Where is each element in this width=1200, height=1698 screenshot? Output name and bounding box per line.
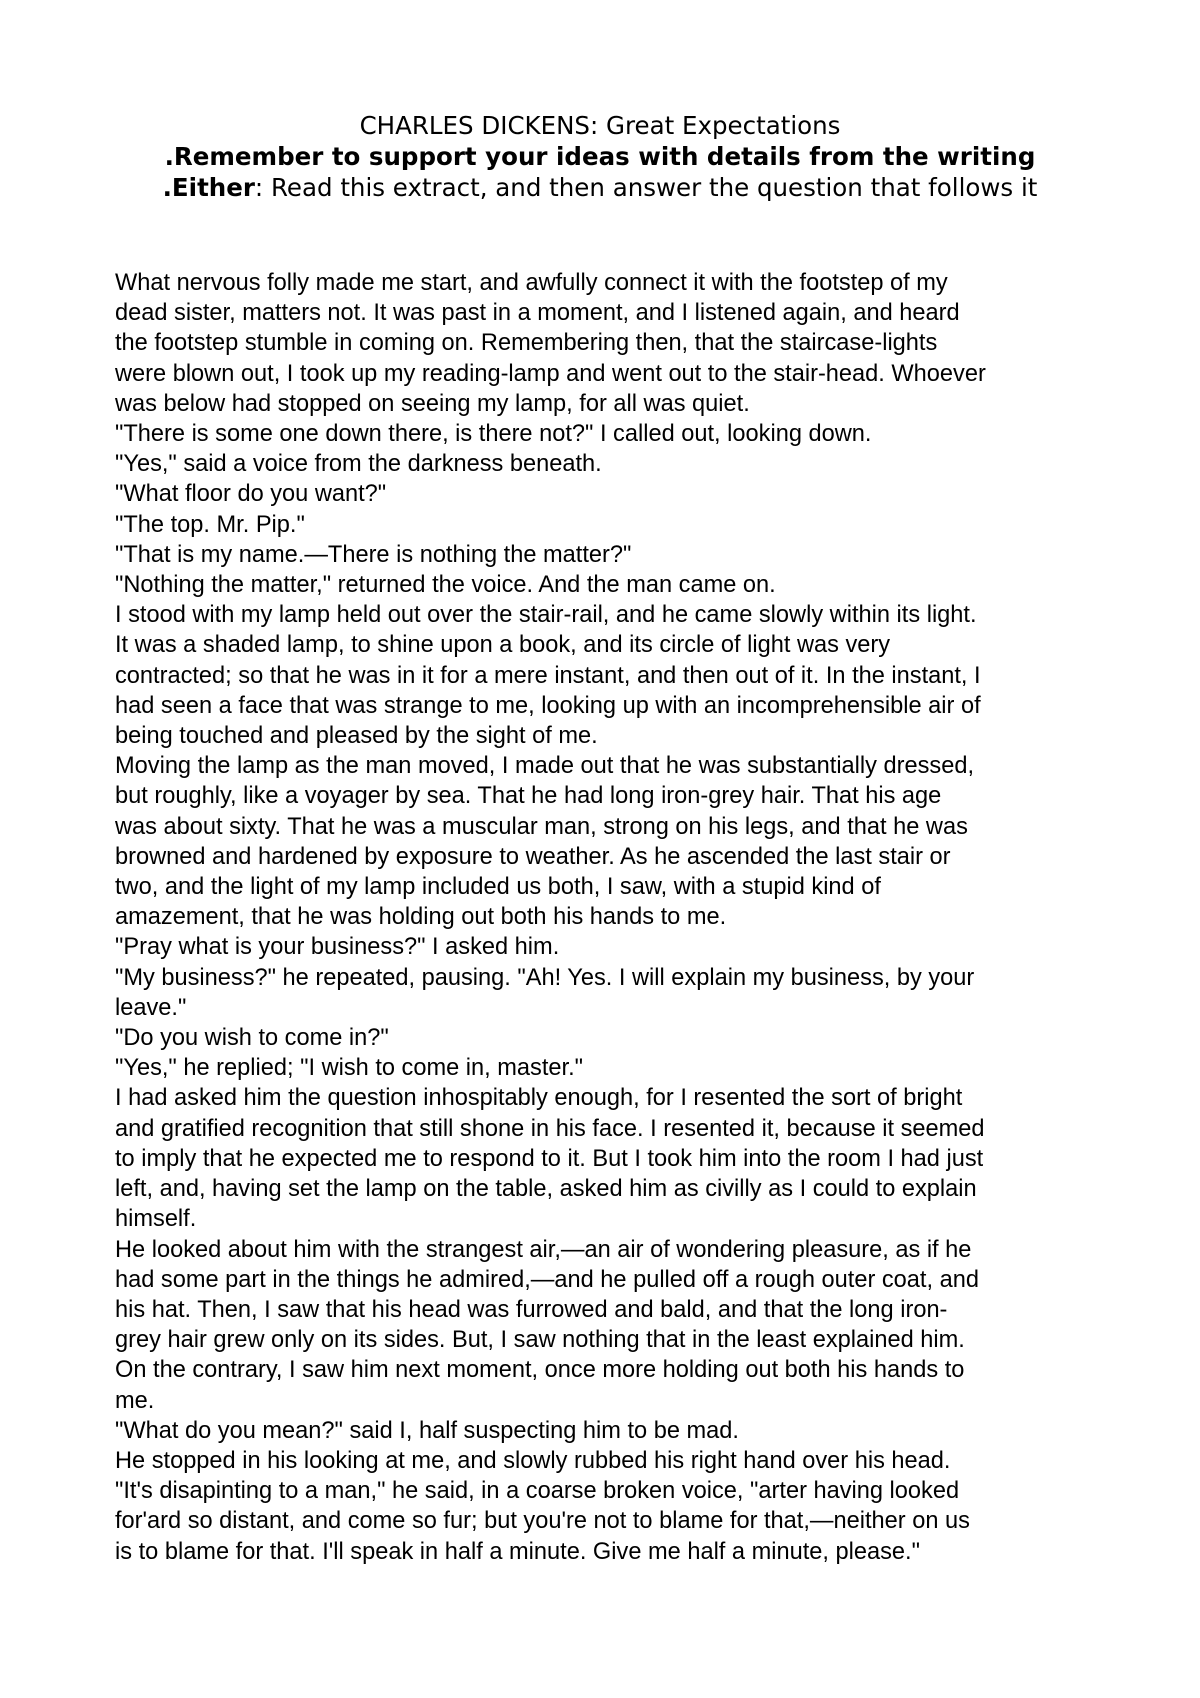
extract-line: were blown out, I took up my reading-lamp and went out to the stair-head. Whoever [115,360,986,387]
extract-line: He stopped in his looking at me, and slowly rubbed his right hand over his head. [115,1447,951,1474]
extract-line: was below had stopped on seeing my lamp, for all was quiet. [115,390,750,417]
extract-line: What nervous folly made me start, and awfully connect it with the footstep of my [115,270,948,296]
extract-line: "It's disapinting to a man," he said, in a coarse broken voice, "arter having looked [115,1478,960,1505]
extract-line: It was a shaded lamp, to shine upon a book, and its circle of light was very [115,632,891,659]
extract-line: browned and hardened by exposure to weather. As he ascended the last stair or [115,843,951,870]
extract-line: amazement, that he was holding out both his hands to me. [115,904,727,931]
extract-line: himself. [115,1206,197,1233]
either-text: : Read this extract, and then answer the question that follows it [254,173,1038,202]
extract-line: left, and, having set the lamp on the table, asked him as civilly as I could to explain [115,1176,977,1203]
extract-text [115,268,1100,1567]
extract-line: "There is some one down there, is there not?" I called out, looking down. [115,421,872,448]
extract-line: I had asked him the question inhospitably enough, for I resented the sort of bright [115,1085,963,1112]
either-label: .Either [162,173,255,202]
extract-line: but roughly, like a voyager by sea. That he had long iron-grey hair. That his age [115,783,942,810]
extract-line: "Nothing the matter," returned the voice. And the man came on. [115,572,776,599]
extract-line: "Yes," said a voice from the darkness beneath. [115,451,602,478]
extract-line: being touched and pleased by the sight of me. [115,723,598,750]
extract-line: "What floor do you want?" [115,481,387,508]
extract-line: is to blame for that. I'll speak in half a minute. Give me half a minute, please." [115,1538,920,1565]
extract-line: was about sixty. That he was a muscular man, strong on his legs, and that he was [115,813,968,840]
extract-line: the footstep stumble in coming on. Remembering then, that the staircase-lights [115,330,938,357]
extract-line: "The top. Mr. Pip." [115,511,305,538]
extract-line: "What do you mean?" said I, half suspecting him to be mad. [115,1417,739,1444]
extract-line: and gratified recognition that still shone in his face. I resented it, because it seemed [115,1115,985,1142]
extract-line: grey hair grew only on its sides. But, I saw nothing that in the least explained him. [115,1327,965,1354]
instruction-line: .Remember to support your ideas with details from the writing [164,142,1036,171]
extract-line: contracted; so that he was in it for a mere instant, and then out of it. In the instant, I [115,662,981,689]
extract-line: I stood with my lamp held out over the stair-rail, and he came slowly within its light. [115,602,977,629]
extract-line: his hat. Then, I saw that his head was furrowed and bald, and that the long iron- [115,1296,948,1323]
extract-line: had some part in the things he admired,—and he pulled off a rough outer coat, and [115,1266,979,1293]
extract-line: dead sister, matters not. It was past in a moment, and I listened again, and heard [115,300,960,327]
document-title: CHARLES DICKENS: Great Expectations [359,111,841,140]
extract-line: me. [115,1387,155,1414]
extract-line: for'ard so distant, and come so fur; but you're not to blame for that,—neither on us [115,1508,970,1535]
extract-line: "Do you wish to come in?" [115,1025,389,1052]
extract-line: "That is my name.—There is nothing the matter?" [115,541,632,568]
extract-line: "Pray what is your business?" I asked him. [115,934,560,961]
extract-line: "My business?" he repeated, pausing. "Ah! Yes. I will explain my business, by your [115,964,975,991]
extract-line: to imply that he expected me to respond to it. But I took him into the room I had just [115,1145,984,1172]
extract-line: On the contrary, I saw him next moment, once more holding out both his hands to [115,1357,965,1384]
extract-line: two, and the light of my lamp included us both, I saw, with a stupid kind of [115,874,881,901]
extract-line: had seen a face that was strange to me, looking up with an incomprehensible air of [115,692,981,719]
document-header [0,110,1200,203]
extract-line: Moving the lamp as the man moved, I made out that he was substantially dressed, [115,753,975,780]
extract-line: He looked about him with the strangest air,—an air of wondering pleasure, as if he [115,1236,972,1263]
extract-line: leave." [115,994,187,1021]
either-line [0,172,1200,203]
extract-line: "Yes," he replied; "I wish to come in, master." [115,1055,584,1082]
